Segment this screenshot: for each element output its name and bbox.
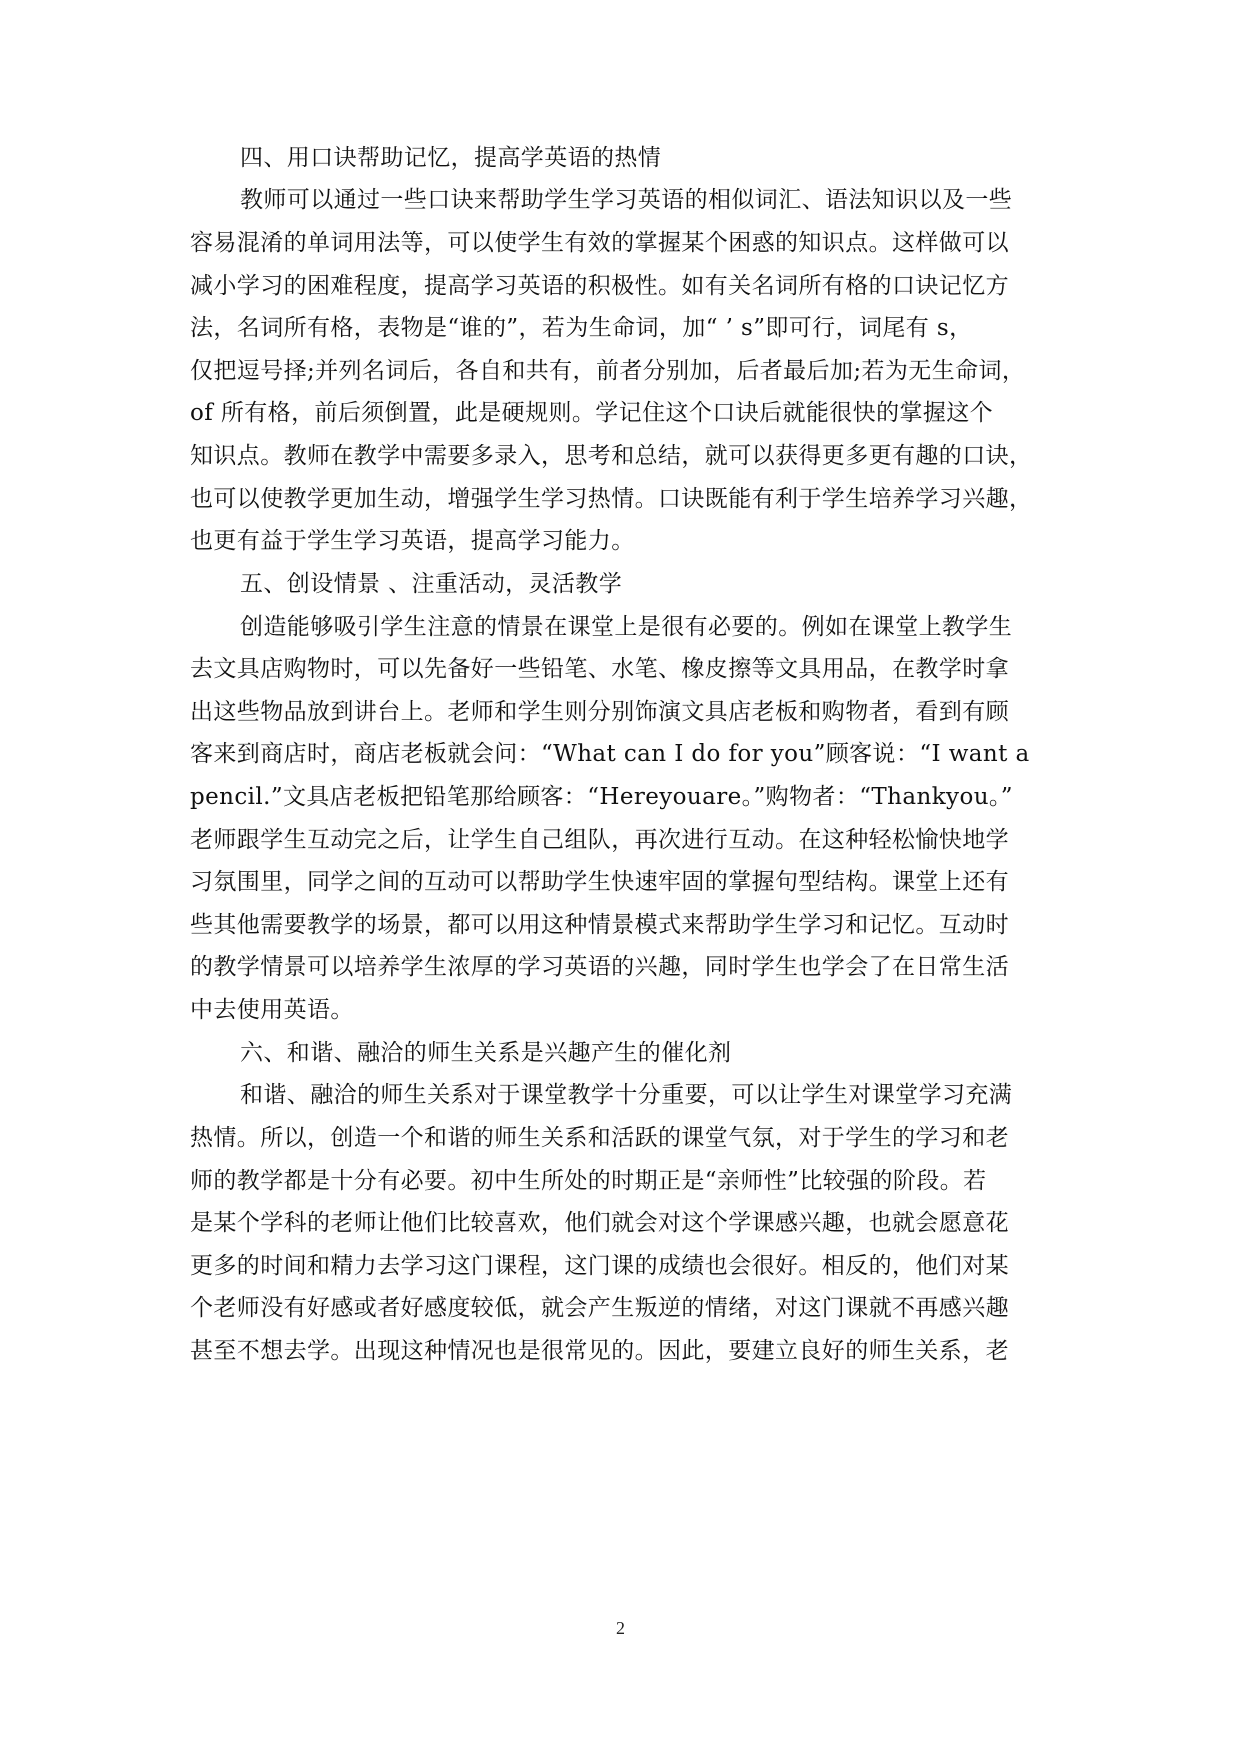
paragraph-line: 教师可以通过一些口诀来帮助学生学习英语的相似词汇、语法知识以及一些 — [240, 187, 1013, 213]
paragraph-line: 老师跟学生互动完之后，让学生自己组队，再次进行互动。在这种轻松愉快地学 — [190, 827, 1009, 853]
paragraph-line: 甚至不想去学。出现这种情况也是很常见的。因此，要建立良好的师生关系，老 — [190, 1338, 1009, 1364]
paragraph-line: 知识点。教师在教学中需要多录入，思考和总结，就可以获得更多更有趣的口诀， — [190, 443, 1033, 469]
paragraph-line: 客来到商店时，商店老板就会问：“What can I do for you”顾客说：“I want a — [190, 741, 1030, 767]
paragraph-line: 容易混淆的单词用法等，可以使学生有效的掌握某个困惑的知识点。这样做可以 — [190, 230, 1009, 256]
section-heading-6: 六、和谐、融洽的师生关系是兴趣产生的催化剂 — [240, 1040, 732, 1066]
paragraph-line: 是某个学科的老师让他们比较喜欢，他们就会对这个学课感兴趣，也就会愿意花 — [190, 1210, 1009, 1236]
paragraph-line: 师的教学都是十分有必要。初中生所处的时期正是“亲师性”比较强的阶段。若 — [190, 1168, 987, 1194]
paragraph-line: 中去使用英语。 — [190, 997, 354, 1023]
paragraph-line: 和谐、融洽的师生关系对于课堂教学十分重要，可以让学生对课堂学习充满 — [240, 1082, 1013, 1108]
section-heading-4: 四、用口诀帮助记忆，提高学英语的热情 — [240, 145, 662, 171]
paragraph-line: 更多的时间和精力去学习这门课程，这门课的成绩也会很好。相反的，他们对某 — [190, 1253, 1009, 1279]
section-heading-5: 五、创设情景 、注重活动，灵活教学 — [240, 571, 623, 597]
paragraph-line: 减小学习的困难程度，提高学习英语的积极性。如有关名词所有格的口诀记忆方 — [190, 273, 1009, 299]
paragraph-line: 的教学情景可以培养学生浓厚的学习英语的兴趣，同时学生也学会了在日常生活 — [190, 954, 1009, 980]
paragraph-line: 热情。所以，创造一个和谐的师生关系和活跃的课堂气氛，对于学生的学习和老 — [190, 1125, 1009, 1151]
paragraph-line: 些其他需要教学的场景，都可以用这种情景模式来帮助学生学习和记忆。互动时 — [190, 912, 1009, 938]
paragraph-line: 去文具店购物时，可以先备好一些铅笔、水笔、橡皮擦等文具用品，在教学时拿 — [190, 656, 1009, 682]
paragraph-line: 也可以使教学更加生动，增强学生学习热情。口诀既能有利于学生培养学习兴趣， — [190, 486, 1033, 512]
paragraph-line: 仅把逗号择;并列名词后，各自和共有，前者分别加，后者最后加;若为无生命词， — [190, 358, 1026, 384]
paragraph-line: 创造能够吸引学生注意的情景在课堂上是很有必要的。例如在课堂上教学生 — [240, 614, 1013, 640]
paragraph-line: 个老师没有好感或者好感度较低，就会产生叛逆的情绪，对这门课就不再感兴趣 — [190, 1295, 1009, 1321]
paragraph-line: 法，名词所有格，表物是“谁的”，若为生命词，加“ ’ s”即可行，词尾有 s， — [190, 315, 973, 341]
paragraph-line: 习氛围里，同学之间的互动可以帮助学生快速牢固的掌握句型结构。课堂上还有 — [190, 869, 1009, 895]
page-number: 2 — [616, 1618, 625, 1638]
paragraph-line: 也更有益于学生学习英语，提高学习能力。 — [190, 528, 635, 554]
paragraph-line: of 所有格，前后须倒置，此是硬规则。学记住这个口诀后就能很快的掌握这个 — [190, 400, 994, 426]
paragraph-line: pencil.”文具店老板把铅笔那给顾客：“Hereyouare。”购物者：“Thankyou。” — [190, 784, 1013, 810]
paragraph-line: 出这些物品放到讲台上。老师和学生则分别饰演文具店老板和购物者，看到有顾 — [190, 699, 1009, 725]
